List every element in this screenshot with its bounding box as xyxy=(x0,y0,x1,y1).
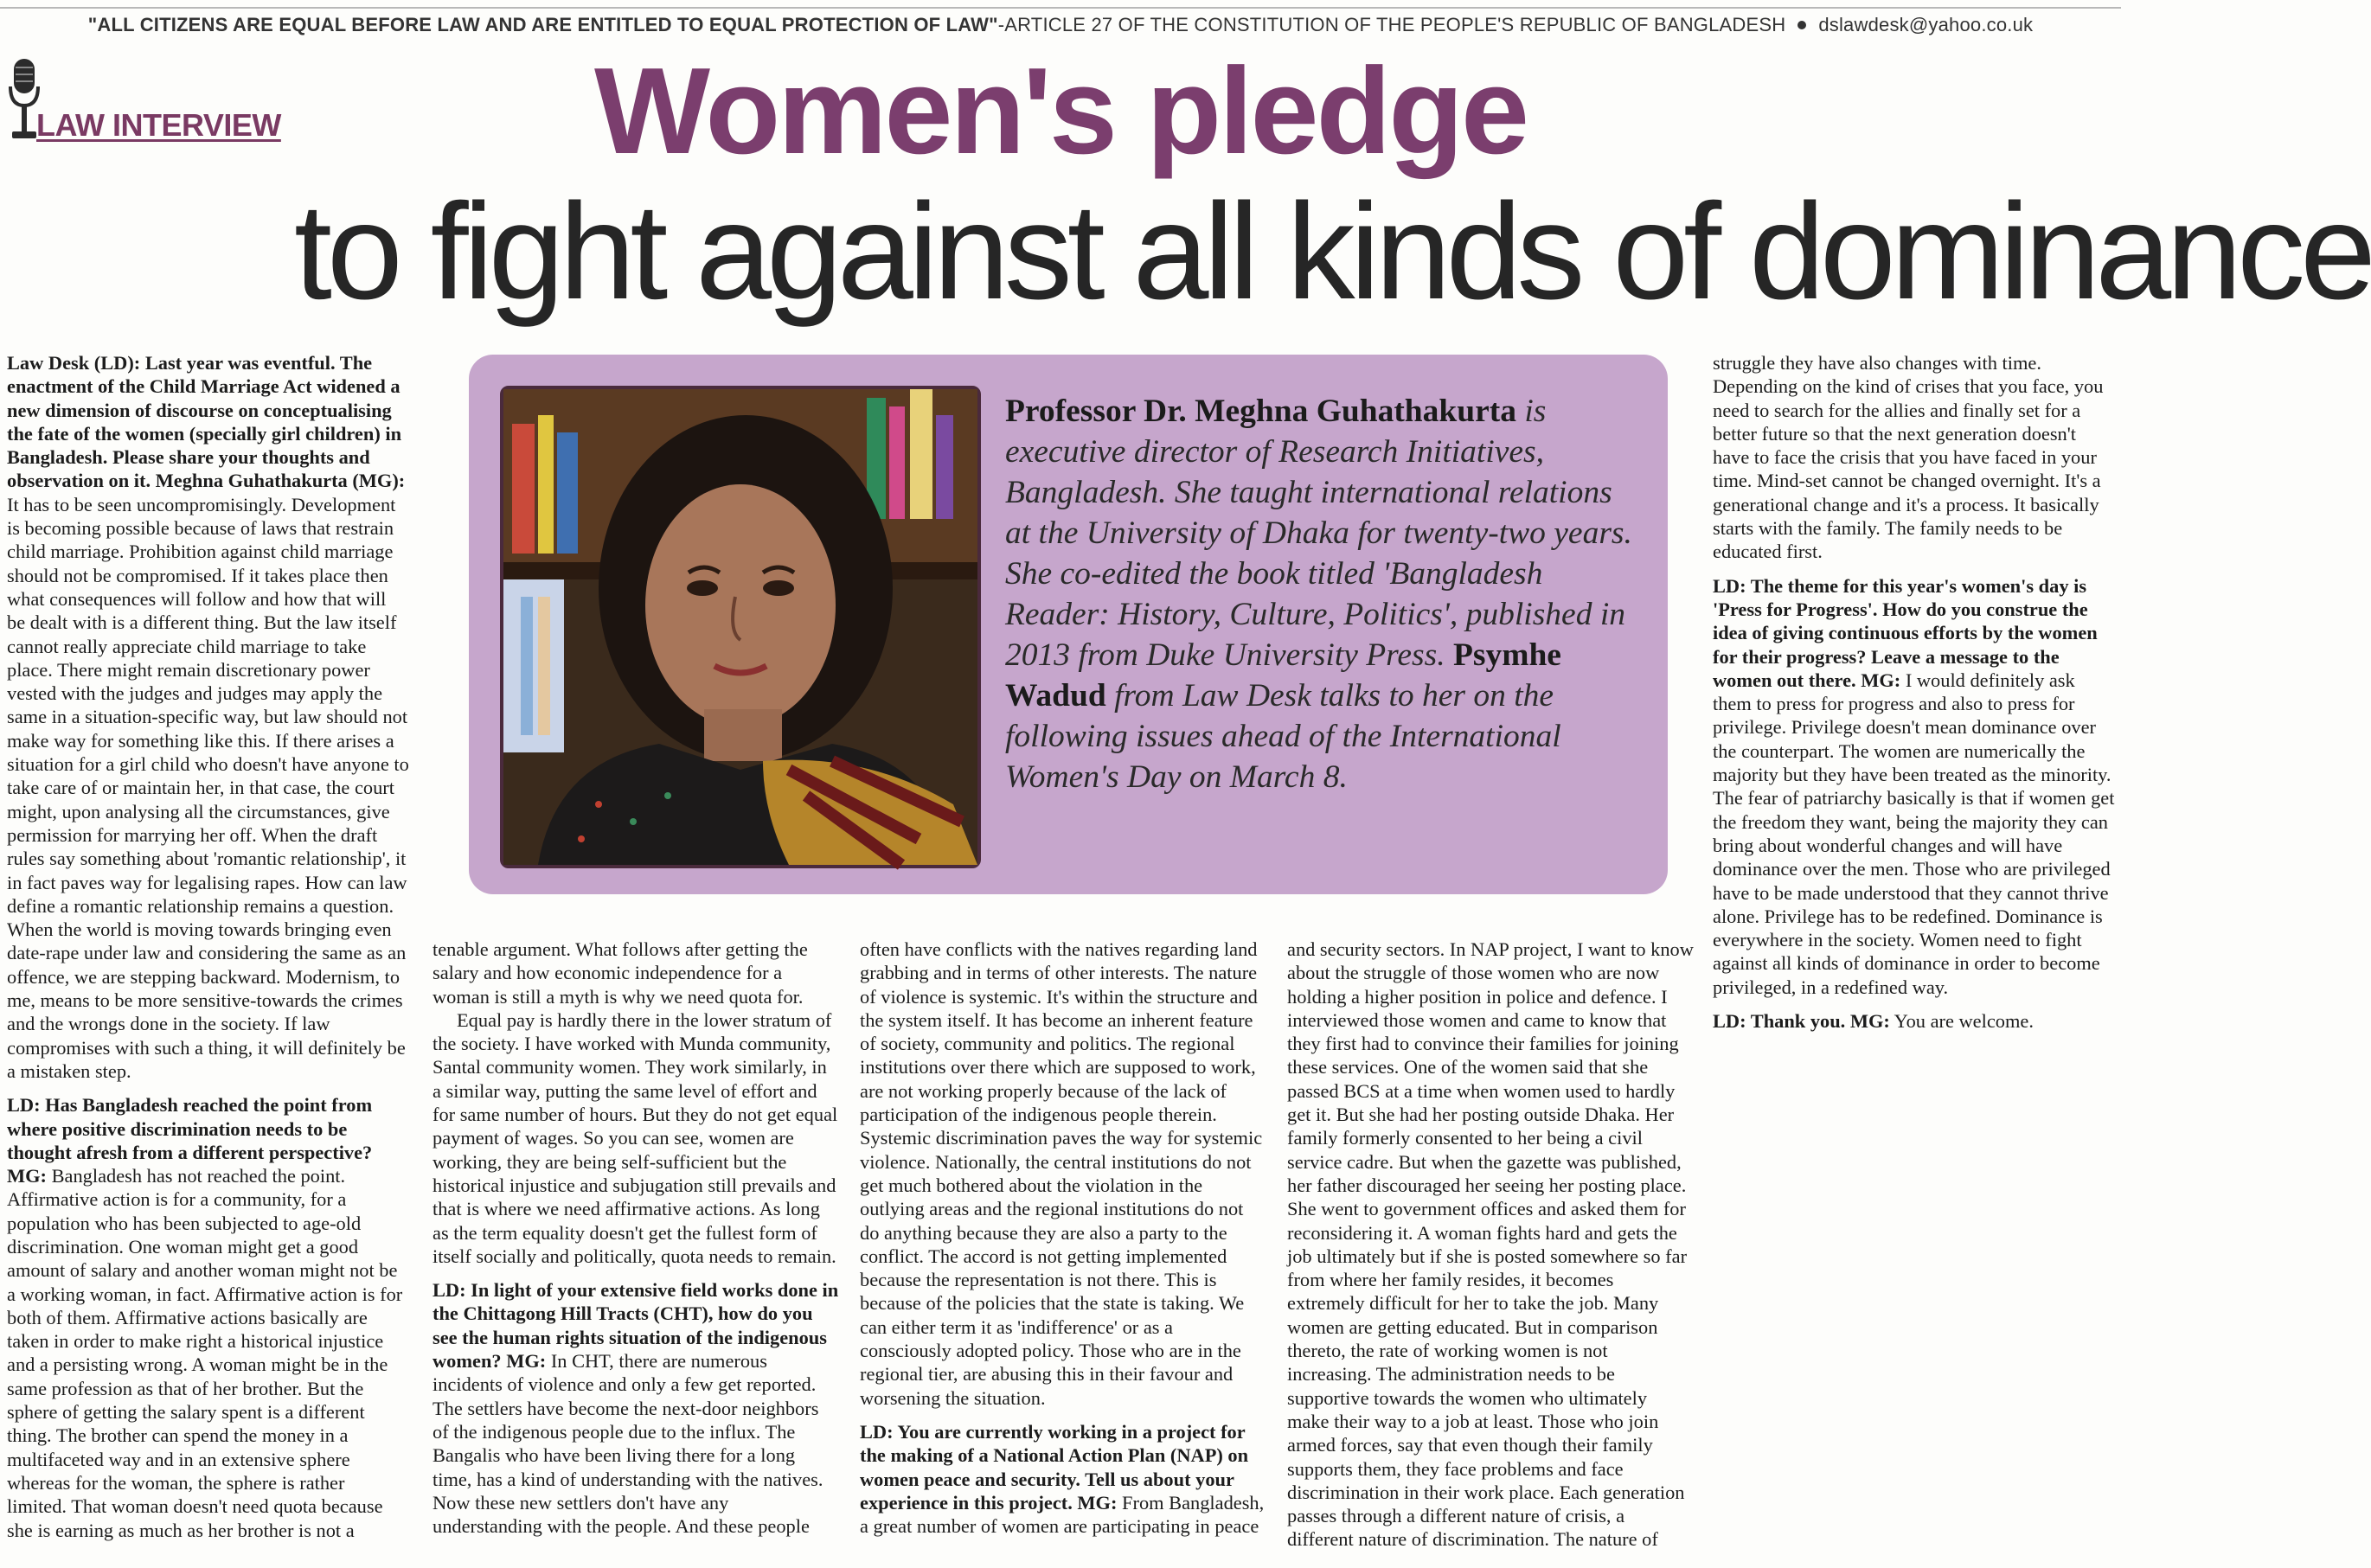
portrait-image xyxy=(503,389,977,865)
article-paragraph: and security sectors. In NAP project, I want to know about the struggle of those women who are now holding a higher position in police and defence. I interviewed those women and came to know that they first had to convince their families for joining these services. One of the women said that she passed BCS at a time when women used to hardly get it. But she had her posting outside Dhaka. Her family formerly consented to her being a civil service cadre. But when the gazette was published, her father discouraged her seeing her posting place. She went to government offices and asked them for reconsidering it. A woman fights hard and gets the job ultimately but if she is posted somewhere so far from where her family resides, it becomes extremely difficult for her to take the job. Many women are getting educated. But in comparison thereto, the rate of working women is not increasing. The administration needs to be supportive towards the women who ultimately make their way to a job at least. Those who join armed forces, say that even though their family supports them, they face problems and face discrimination in their work place. Each generation passes through a different nature of crisis, a different nature of discrimination. The nature of xyxy=(1287,938,1694,1551)
bio-text-2: from Law Desk talks to her on the following issues ahead of the International Women's Day on March 8. xyxy=(1005,678,1561,795)
bullet-separator xyxy=(1797,21,1806,29)
headline-line2: to fight against all kinds of dominance xyxy=(294,176,2371,328)
article-column-5 xyxy=(1713,351,2115,1562)
section-label: LAW INTERVIEW xyxy=(36,107,281,143)
portrait-photo xyxy=(500,386,981,868)
constitution-motto xyxy=(0,14,2121,36)
article-paragraph: LD: Has Bangladesh reached the point from where positive discrimination needs to be thought afresh from a different perspective? MG: Bangladesh has not reached the point. Affirmative action is for a community, for a population who has been subjected to age-old discrimination. One woman might get a good amount of salary and another woman might not be a working woman, in fact. Affirmative action is for both of them. Affirmative actions basically are taken in order to make right a historical injustice and a persisting wrong. A woman might be in the same profession as that of her brother. But the sphere of getting the salary spent is a different thing. The brother can spend the money in a multifaceted way and in an extensive sphere whereas for the woman, the sphere is rather limited. That woman doesn't need quota because she is earning as much as her brother is not a xyxy=(7,1094,403,1541)
article-paragraph: Equal pay is hardly there in the lower stratum of the society. I have worked with Munda community, Santal community women. They work similarly, in a similar way, putting the same level of effort and for same number of hours. But they do not get equal payment of wages. So you can see, women are working, they are being self-sufficient but the historical injustice and subjugation still prevails and that is where we need affirmative actions. As long as the term equality doesn't get the fullest form of itself socially and politically, quota needs to remain. xyxy=(433,1008,838,1267)
article-column-1 xyxy=(7,351,409,1562)
contact-email[interactable]: dslawdesk@yahoo.co.uk xyxy=(1818,14,2034,35)
article-paragraph: LD: You are currently working in a project for the making of a National Action Plan (NAP) on women peace and security. Tell us about your experience in this project. MG: From Bangladesh, a great number of women are participating in peace xyxy=(860,1420,1265,1538)
motto-source: -ARTICLE 27 OF THE CONSTITUTION OF THE PEOPLE'S REPUBLIC OF BANGLADESH xyxy=(997,14,1786,35)
article-column-3 xyxy=(860,938,1266,1560)
bio-box xyxy=(469,355,1668,894)
interviewee-name: Professor Dr. Meghna Guhathakurta xyxy=(1005,394,1517,429)
article-paragraph: Law Desk (LD): Last year was eventful. The enactment of the Child Marriage Act widened a new dimension of discourse on conceptualising the fate of the women (specially girl children) in Bangladesh. Please share your thoughts and observation on it. Meghna Guhathakurta (MG): It has to be seen uncompromisingly. Development is becoming possible because of laws that restrain child marriage. Prohibition against child marriage should not be compromised. If it takes place then what consequences will follow and how that will be dealt with is a different thing. But the law itself cannot really appreciate child marriage to take place. There might remain discretionary power vested with the judges and judges may apply the same in a situation-specific way, but law should not make way for something like this. If there arises a situation for a girl child who doesn't have anyone to take care of or maintain her, in that case, the court might, upon analysing all the circumstances, give permission for marrying her off. When the draft rules say something about 'romantic relationship', it in fact paves way for legalising rapes. How can law define a romantic relationship remains a question. When the world is moving towards bringing even date-rape under law and considering the same as an offence, we are stepping backward. Modernism, to me, means to be more sensitive-towards the crimes and the wrongs done in the society. If law compromises with such a thing, it will definitely be a mistaken step. xyxy=(7,352,409,1082)
article-column-4 xyxy=(1287,938,1694,1560)
article-paragraph: tenable argument. What follows after getting the salary and how economic independence for a woman is still a myth is why we need quota for. xyxy=(433,938,808,1008)
article-paragraph: often have conflicts with the natives regarding land grabbing and in terms of other interests. The nature of violence is systemic. It's within the structure and the system itself. It has become an inherent feature of society, community and politics. The regional institutions over there which are supposed to work, are not working properly because of the lack of participation of the indigenous people therein. Systemic discrimination paves the way for systemic violence. Nationally, the central institutions do not get much bothered about the violation in the outlying areas and the regional institutions do not do anything because they are also a party to the conflict. The accord is not getting implemented because the representation is not there. This is because of the policies that the state is taking. We can either term it as 'indifference' or as a consciously adopted policy. Those who are in the regional tier, are abusing this in their favour and worsening the situation. xyxy=(860,938,1263,1409)
bio-text-1: is executive director of Research Initiatives, Bangladesh. She taught international relations at the University of Dhaka for twenty-two years. She co-edited the book titled 'Bangladesh Reader: History, Culture, Politics', published in 2013 from Duke University Press. xyxy=(1005,394,1632,673)
interviewer-name: Psymhe Wadud xyxy=(1005,637,1561,714)
article-paragraph: LD: Thank you. MG: You are welcome. xyxy=(1713,1010,2034,1033)
article-paragraph: LD: The theme for this year's women's day is 'Press for Progress'. How do you construe the idea of giving continuous efforts by the women for their progress? Leave a message to the women out there. MG: I would definitely ask them to press for progress and also to press for privilege. Privilege doesn't mean dominance over the counterpart. The women are numerically the majority but they have been treated as the minority. The fear of patriarchy basically is that if women get the freedom they want, being the majority they can bring about wonderful changes and will have dominance over the men. Those who are privileged have to be made understood that they cannot thrive alone. Privilege has to be redefined. Dominance is everywhere in the society. Women need to fight against all kinds of dominance in order to become privileged, in a redefined way. xyxy=(1713,574,2115,998)
article-column-2 xyxy=(433,938,839,1560)
article-paragraph: LD: In light of your extensive field works done in the Chittagong Hill Tracts (CHT), how do you see the human rights situation of the indigenous women? MG: In CHT, there are numerous incidents of violence and only a few get reported. The settlers have become the next-door neighbors of the indigenous people due to the influx. The Bangalis who have been living there for a long time, has a kind of understanding with the natives. Now these new settlers don't have any understanding with the people. And these people xyxy=(433,1279,839,1538)
top-rule xyxy=(0,0,2121,9)
bio-text xyxy=(1005,391,1645,797)
article-paragraph: struggle they have also changes with time. Depending on the kind of crises that you face, you need to search for the allies and finally set for a better future so that the next generation doesn't have to face the crisis that you have faced in your time. Mind-set cannot be changed overnight. It's a generational change and it's a process. It basically starts with the family. The family needs to be educated first. xyxy=(1713,352,2104,563)
headline-line1: Women's pledge xyxy=(594,42,1527,180)
motto-quote: "ALL CITIZENS ARE EQUAL BEFORE LAW AND ARE ENTITLED TO EQUAL PROTECTION OF LAW" xyxy=(87,14,998,35)
